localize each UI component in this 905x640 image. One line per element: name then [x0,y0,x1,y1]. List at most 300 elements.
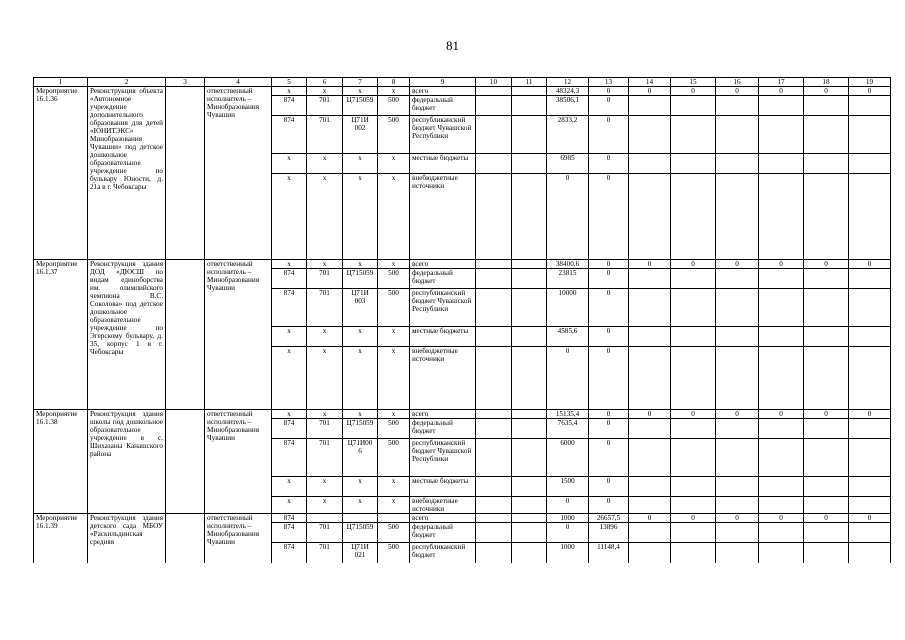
funding-source-cell: всего [410,514,476,523]
value-cell [759,327,804,347]
value-cell [671,497,716,514]
value-cell: 0 [759,87,804,96]
value-cell: 0 [849,410,891,419]
value-cell [671,154,716,174]
value-cell [759,497,804,514]
table-row [34,410,891,419]
section-cell: 701 [307,543,343,563]
expense-type-cell: x [378,327,410,347]
section-cell [307,514,343,523]
value-cell [759,523,804,543]
value-cell [716,523,759,543]
value-cell [476,514,512,523]
funding-source-cell: республиканский бюджет Чувашской Республики [410,289,476,327]
funding-source-cell: всего [410,260,476,269]
value-cell: 0 [629,260,671,269]
grbs-cell: x [272,260,307,269]
value-cell [629,289,671,327]
value-cell: 0 [589,410,629,419]
target-article-cell: x [343,477,378,497]
value-cell [849,269,891,289]
column-header: 17 [759,78,804,87]
section-cell: x [307,497,343,514]
value-cell [476,419,512,439]
responsible-cell: ответственный исполнитель – Минобразования Чувашии [205,514,272,563]
value-cell: 0 [589,419,629,439]
funding-source-cell: республиканский бюджет Чувашской Республики [410,116,476,154]
value-cell [804,477,849,497]
value-cell: 0 [804,514,849,523]
value-cell [849,116,891,154]
column-header: 11 [512,78,547,87]
event-name-cell: Реконструкция здания школы под дошкольное образовательное учреждение в с. Шихазаны Канашского района [88,410,166,514]
value-cell [476,347,512,410]
grbs-cell: 874 [272,523,307,543]
value-cell: 0 [716,260,759,269]
budget-table [33,77,891,563]
value-cell [716,96,759,116]
value-cell: 0 [589,269,629,289]
value-cell: 1000 [547,543,589,563]
section-cell: x [307,174,343,260]
value-cell [476,523,512,543]
expense-type-cell: x [378,347,410,410]
value-cell [671,269,716,289]
target-article-cell: Ц71И 002 [343,116,378,154]
value-cell: 0 [589,347,629,410]
value-cell [716,347,759,410]
value-cell [716,419,759,439]
value-cell [512,289,547,327]
value-cell [476,439,512,477]
value-cell [804,174,849,260]
section-cell: 701 [307,289,343,327]
value-cell [804,543,849,563]
value-cell [629,419,671,439]
section-cell: x [307,87,343,96]
value-cell [849,477,891,497]
value-cell: 0 [589,96,629,116]
section-cell: x [307,347,343,410]
value-cell: 0 [589,289,629,327]
value-cell [671,347,716,410]
value-cell: 4585,6 [547,327,589,347]
value-cell [804,347,849,410]
value-cell [512,327,547,347]
value-cell [512,154,547,174]
expense-type-cell: 500 [378,543,410,563]
value-cell [512,514,547,523]
value-cell [716,497,759,514]
value-cell: 10000 [547,289,589,327]
value-cell: 11148,4 [589,543,629,563]
target-article-cell: Ц715059 [343,269,378,289]
value-cell [512,116,547,154]
value-cell [804,497,849,514]
grbs-cell: x [272,174,307,260]
funding-source-cell: внебюджетные источники [410,174,476,260]
column-header: 4 [205,78,272,87]
value-cell [716,327,759,347]
value-cell: 6985 [547,154,589,174]
value-cell [512,87,547,96]
value-cell: 48324,3 [547,87,589,96]
value-cell [629,96,671,116]
table-row [34,260,891,269]
target-article-cell: Ц715059 [343,523,378,543]
value-cell [804,439,849,477]
value-cell [804,523,849,543]
target-article-cell: x [343,174,378,260]
value-cell [476,410,512,419]
value-cell [671,419,716,439]
expense-type-cell: 500 [378,96,410,116]
value-cell: 26657,5 [589,514,629,523]
value-cell: 0 [629,410,671,419]
value-cell: 6000 [547,439,589,477]
value-cell: 0 [849,260,891,269]
value-cell: 0 [671,87,716,96]
column-header: 14 [629,78,671,87]
table-body [34,78,891,563]
target-article-cell: Ц71И 021 [343,543,378,563]
funding-source-cell: республиканский бюджет Чувашской Республики [410,439,476,477]
value-cell [629,543,671,563]
column-header: 10 [476,78,512,87]
value-cell [671,116,716,154]
value-cell: 0 [547,174,589,260]
value-cell: 0 [671,514,716,523]
funding-source-cell: внебюджетные источники [410,497,476,514]
value-cell [849,419,891,439]
column-header: 1 [34,78,88,87]
target-article-cell: x [343,260,378,269]
funding-source-cell: всего [410,410,476,419]
event-number-cell: Мероприятие 16.1.37 [34,260,88,410]
section-cell: x [307,327,343,347]
value-cell [476,289,512,327]
value-cell: 0 [849,87,891,96]
value-cell [629,269,671,289]
expense-type-cell: 500 [378,439,410,477]
target-article-cell: x [343,497,378,514]
value-cell [759,174,804,260]
column-header: 2 [88,78,166,87]
section-cell: 701 [307,96,343,116]
expense-type-cell: x [378,174,410,260]
value-cell: 15135,4 [547,410,589,419]
value-cell [476,497,512,514]
column-header: 19 [849,78,891,87]
event-name-cell: Реконструкция объекта «Автономное учреждение дополнительного образования для детей «ЮНИТЭКС» Минобразования Чувашии» под детское дошкольное образовательное учреждение по бульвару Юности, д. 21а в г. Чебоксары [88,87,166,260]
grbs-cell: x [272,410,307,419]
value-cell [804,269,849,289]
value-cell: 0 [589,497,629,514]
column-header: 8 [378,78,410,87]
value-cell [849,347,891,410]
value-cell [476,87,512,96]
grbs-cell: x [272,477,307,497]
value-cell: 0 [589,116,629,154]
value-cell: 0 [759,260,804,269]
grbs-cell: 874 [272,96,307,116]
grbs-cell: 874 [272,419,307,439]
value-cell: 38400,6 [547,260,589,269]
grbs-cell: x [272,497,307,514]
grbs-cell: 874 [272,269,307,289]
table-row [34,87,891,96]
value-cell [759,116,804,154]
responsible-cell: ответственный исполнитель – Минобразования Чувашии [205,87,272,260]
value-cell: 0 [589,174,629,260]
target-article-cell: x [343,410,378,419]
empty-cell [166,514,205,563]
value-cell [849,523,891,543]
value-cell: 0 [629,87,671,96]
target-article-cell: x [343,327,378,347]
value-cell [716,439,759,477]
grbs-cell: 874 [272,439,307,477]
expense-type-cell: 500 [378,419,410,439]
value-cell [849,154,891,174]
value-cell [804,154,849,174]
event-name-cell: Реконструкция здания детского сада МБОУ «Раскильдинская средняя [88,514,166,563]
section-cell: x [307,410,343,419]
expense-type-cell: 500 [378,116,410,154]
grbs-cell: x [272,87,307,96]
value-cell [512,96,547,116]
page-number: 81 [446,38,459,53]
value-cell: 0 [671,260,716,269]
value-cell [629,439,671,477]
funding-source-cell: местные бюджеты [410,154,476,174]
responsible-cell: ответственный исполнитель – Минобразования Чувашии [205,260,272,410]
value-cell [804,327,849,347]
event-number-cell: Мероприятие 16.1.36 [34,87,88,260]
value-cell [512,174,547,260]
table-row [34,514,891,523]
section-cell: 701 [307,419,343,439]
value-cell: 0 [629,514,671,523]
value-cell: 0 [671,410,716,419]
value-cell [671,439,716,477]
value-cell [671,543,716,563]
value-cell: 0 [716,410,759,419]
value-cell [804,289,849,327]
empty-cell [166,410,205,514]
value-cell: 0 [716,514,759,523]
value-cell [476,260,512,269]
value-cell [512,439,547,477]
value-cell: 0 [849,514,891,523]
column-header: 13 [589,78,629,87]
value-cell [716,174,759,260]
value-cell [759,347,804,410]
funding-source-cell: всего [410,87,476,96]
value-cell [849,497,891,514]
value-cell [849,174,891,260]
value-cell [759,439,804,477]
value-cell [671,523,716,543]
funding-source-cell: местные бюджеты [410,327,476,347]
value-cell: 0 [804,260,849,269]
value-cell [476,96,512,116]
column-number-row [34,78,891,87]
value-cell [671,174,716,260]
section-cell: 701 [307,439,343,477]
value-cell [804,96,849,116]
expense-type-cell: x [378,87,410,96]
value-cell: 0 [547,347,589,410]
value-cell [716,289,759,327]
value-cell [512,269,547,289]
section-cell: x [307,154,343,174]
value-cell [629,523,671,543]
section-cell: x [307,260,343,269]
value-cell: 0 [804,410,849,419]
value-cell: 1500 [547,477,589,497]
value-cell [804,116,849,154]
value-cell: 0 [716,87,759,96]
expense-type-cell: x [378,260,410,269]
value-cell [716,154,759,174]
column-header: 6 [307,78,343,87]
value-cell [512,543,547,563]
value-cell: 0 [589,477,629,497]
value-cell [759,419,804,439]
event-number-cell: Мероприятие 16.1.39 [34,514,88,563]
value-cell [476,269,512,289]
value-cell [849,543,891,563]
value-cell [849,327,891,347]
value-cell [512,410,547,419]
value-cell: 0 [589,439,629,477]
funding-source-cell: федеральный бюджет [410,523,476,543]
value-cell: 1000 [547,514,589,523]
grbs-cell: 874 [272,289,307,327]
value-cell: 0 [547,523,589,543]
value-cell [759,289,804,327]
value-cell [671,289,716,327]
value-cell [476,327,512,347]
value-cell [512,347,547,410]
empty-cell [166,260,205,410]
value-cell: 0 [589,87,629,96]
section-cell: x [307,477,343,497]
value-cell: 13896 [589,523,629,543]
value-cell [759,154,804,174]
expense-type-cell: x [378,477,410,497]
value-cell [512,523,547,543]
value-cell: 0 [589,327,629,347]
target-article-cell: Ц71И00 6 [343,439,378,477]
value-cell: 0 [547,497,589,514]
column-header: 7 [343,78,378,87]
value-cell [476,154,512,174]
value-cell [759,269,804,289]
value-cell: 0 [589,260,629,269]
grbs-cell: x [272,347,307,410]
target-article-cell: Ц715059 [343,419,378,439]
value-cell [716,477,759,497]
value-cell [512,477,547,497]
column-header: 5 [272,78,307,87]
value-cell: 23815 [547,269,589,289]
event-name-cell: Реконструкция здания ДОД «ДЮСШ по видам единоборства им. олимпийского чемпиона В.С. Соколова» под детское дошкольное образовательное учреждение по Эгерскому бульвару, д. 35, корпус 1 в г. Чебоксары [88,260,166,410]
value-cell [629,497,671,514]
target-article-cell: Ц715059 [343,96,378,116]
target-article-cell [343,514,378,523]
value-cell [849,439,891,477]
value-cell: 0 [589,154,629,174]
value-cell [476,116,512,154]
target-article-cell: x [343,154,378,174]
value-cell [716,543,759,563]
column-header: 3 [166,78,205,87]
value-cell [716,269,759,289]
column-header: 12 [547,78,589,87]
value-cell [512,497,547,514]
column-header: 15 [671,78,716,87]
column-header: 16 [716,78,759,87]
expense-type-cell [378,514,410,523]
grbs-cell: 874 [272,543,307,563]
funding-source-cell: республиканский бюджет [410,543,476,563]
value-cell [759,543,804,563]
funding-source-cell: федеральный бюджет [410,419,476,439]
event-number-cell: Мероприятие 16.1.38 [34,410,88,514]
target-article-cell: x [343,347,378,410]
value-cell [671,96,716,116]
value-cell [476,477,512,497]
value-cell: 0 [759,410,804,419]
value-cell [629,327,671,347]
value-cell [629,116,671,154]
value-cell [512,260,547,269]
section-cell: 701 [307,116,343,154]
target-article-cell: Ц71И 003 [343,289,378,327]
value-cell: 0 [804,87,849,96]
column-header: 9 [410,78,476,87]
value-cell [849,289,891,327]
value-cell [759,477,804,497]
value-cell [804,419,849,439]
section-cell: 701 [307,269,343,289]
value-cell [512,419,547,439]
value-cell [476,543,512,563]
funding-source-cell: федеральный бюджет [410,96,476,116]
value-cell: 7635,4 [547,419,589,439]
value-cell: 0 [759,514,804,523]
expense-type-cell: 500 [378,289,410,327]
value-cell: 38506,1 [547,96,589,116]
grbs-cell: 874 [272,514,307,523]
expense-type-cell: x [378,497,410,514]
responsible-cell: ответственный исполнитель – Минобразования Чувашии [205,410,272,514]
section-cell: 701 [307,523,343,543]
expense-type-cell: 500 [378,269,410,289]
value-cell [849,96,891,116]
value-cell: 2833,2 [547,116,589,154]
funding-source-cell: федеральный бюджет [410,269,476,289]
value-cell [629,174,671,260]
empty-cell [166,87,205,260]
value-cell [629,154,671,174]
value-cell [629,477,671,497]
value-cell [716,116,759,154]
funding-source-cell: внебюджетные источники [410,347,476,410]
expense-type-cell: x [378,154,410,174]
